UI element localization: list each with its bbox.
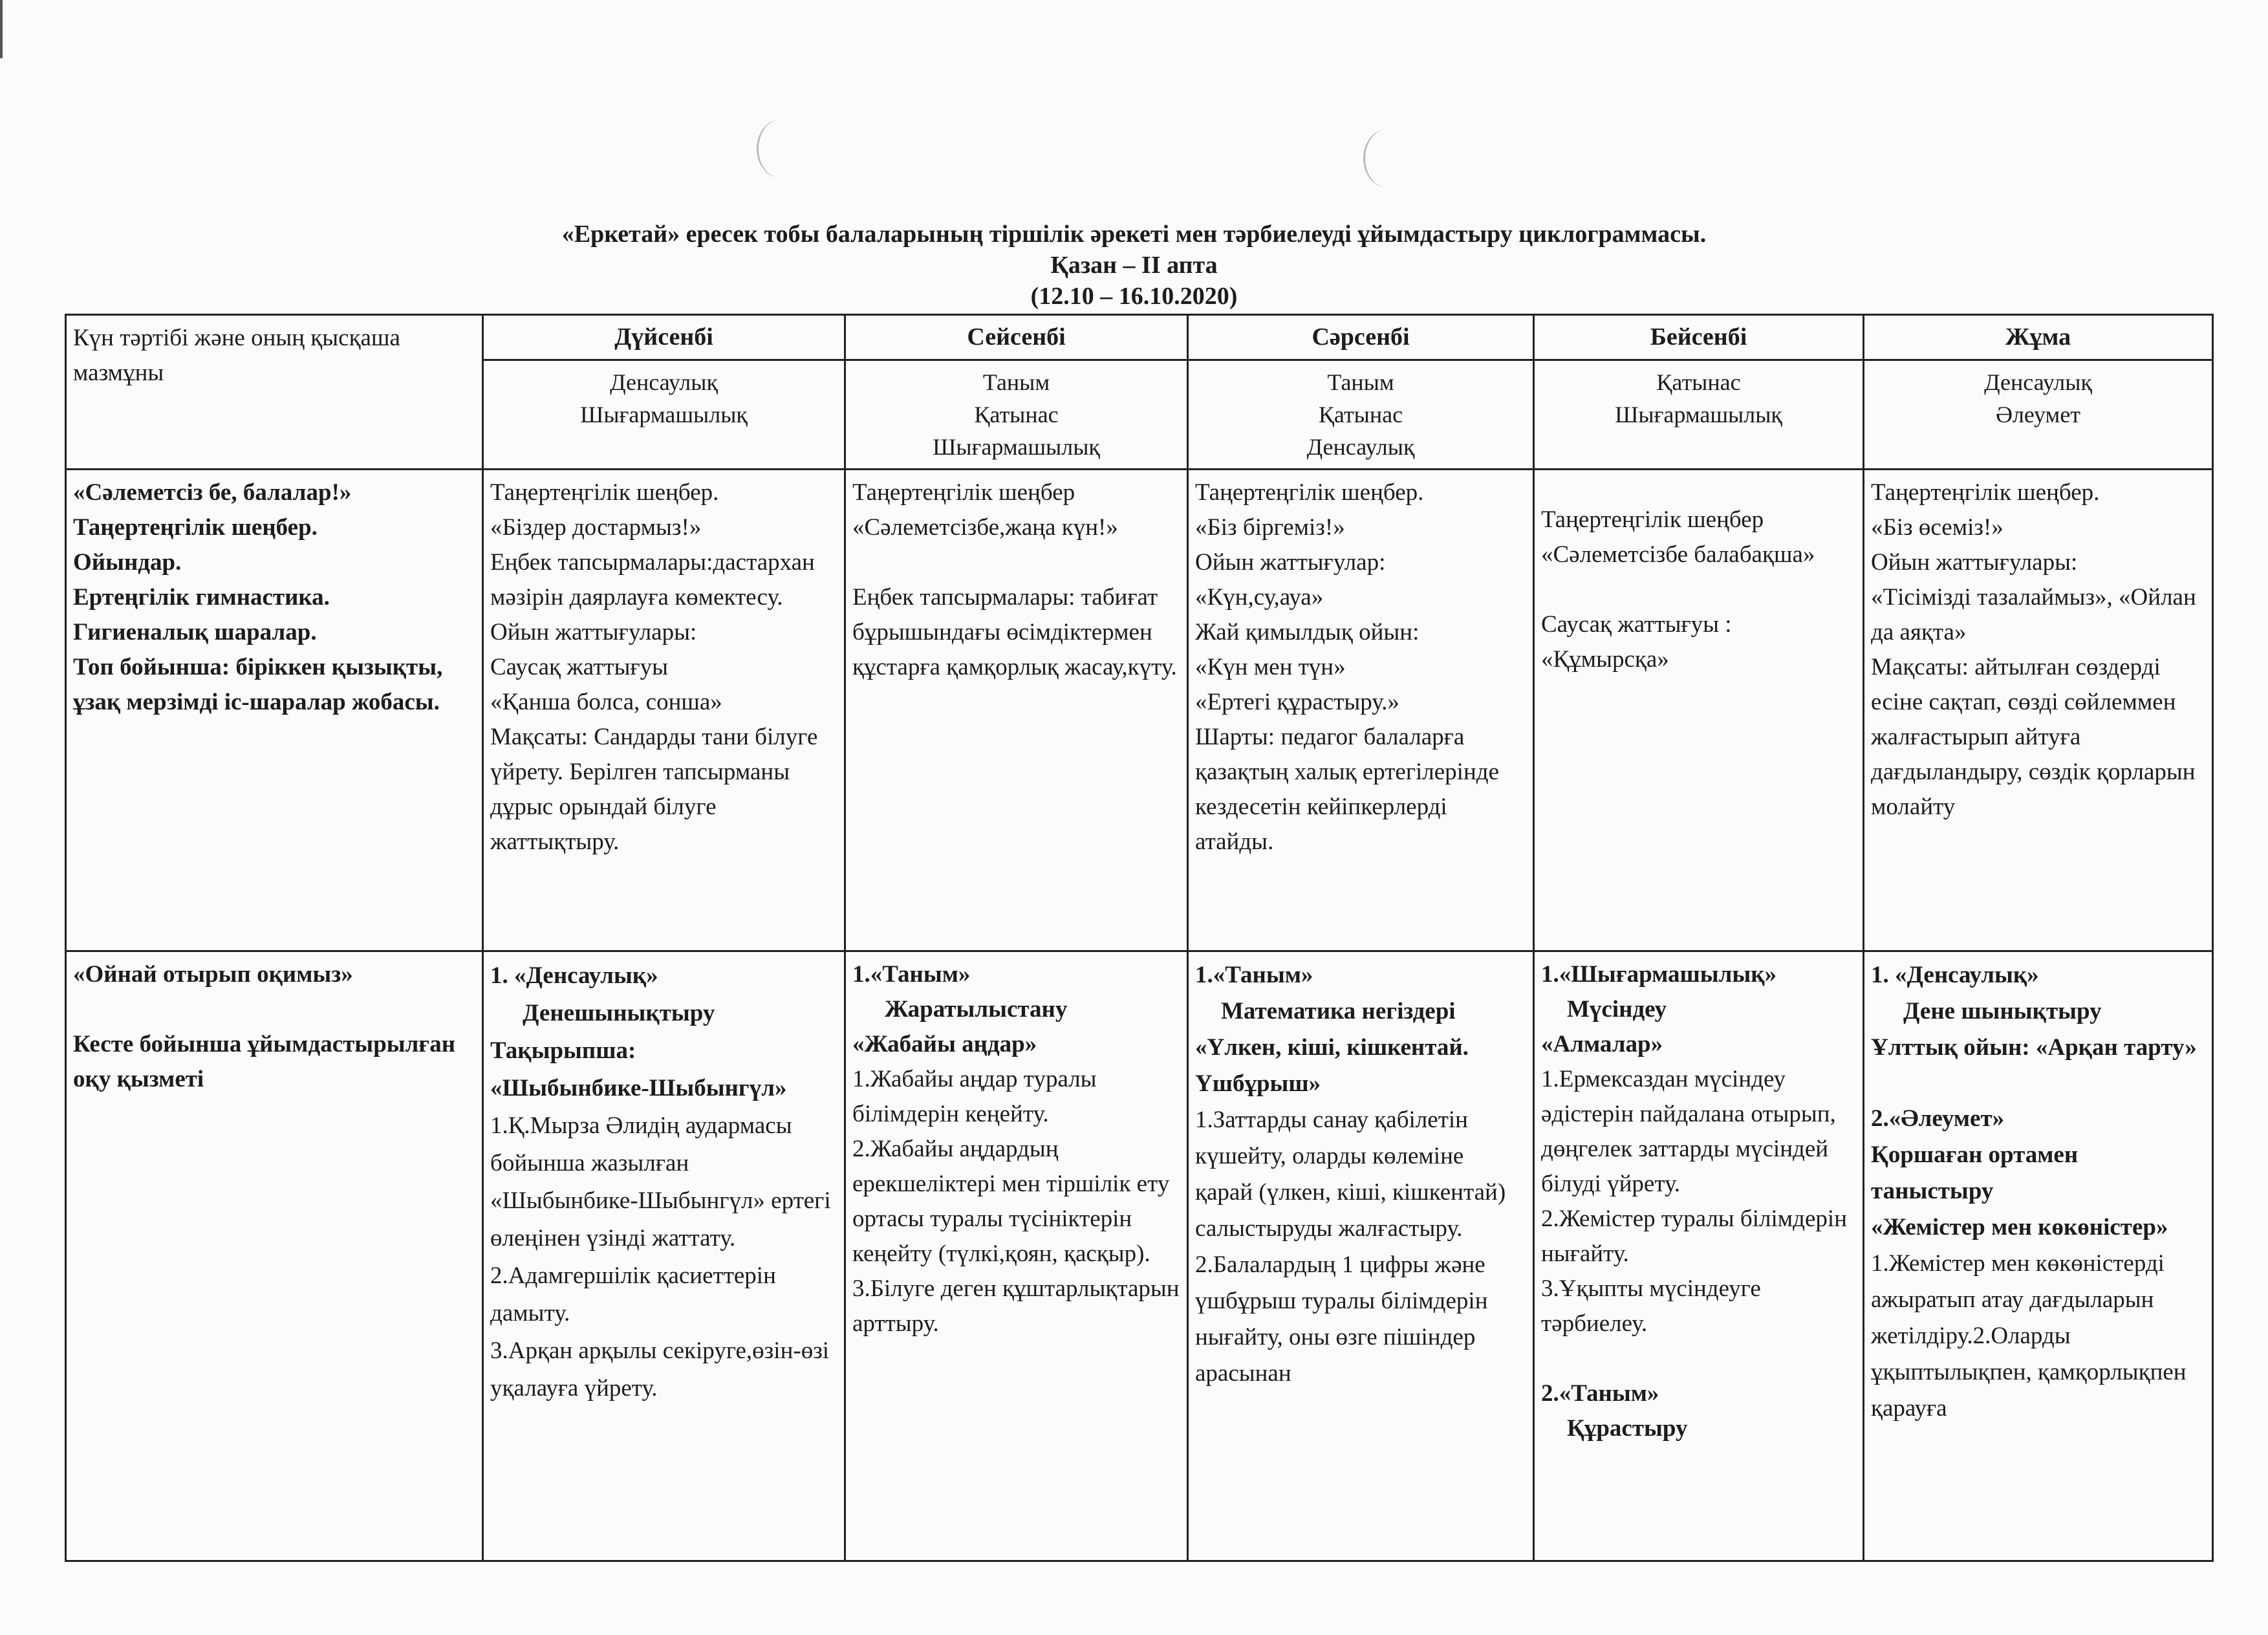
- morning-row: [66, 470, 2213, 951]
- area-label: Шығармашылық: [580, 402, 748, 428]
- lesson-thu: [1534, 951, 1864, 1561]
- cell-line: 2.«Әлеумет»: [1871, 1105, 2005, 1132]
- cell-line: Жаратылыстану: [885, 996, 1068, 1023]
- cell-line: Қоршаған ортамен таныстыру: [1871, 1142, 2079, 1204]
- cell-line: Таңертеңгілік шеңбер.: [1871, 479, 2100, 506]
- regime-header: Күн тәртібі және оның қысқаша мазмұны: [73, 325, 400, 386]
- cell-line: 1.Жемістер мен көкөністерді ажыратып атау дағдыларын жетілдіру.2.Оларды ұқыптылықпен, қамқорлықпен қарауға: [1871, 1250, 2187, 1422]
- cell-line: Шарты: педагог балаларға қазақтың халық ертегілерінде кездесетін кейіпкерлерді атайды.: [1195, 724, 1499, 855]
- area-label: Таным: [982, 369, 1050, 395]
- areas-thu: [1534, 360, 1864, 470]
- day-header-thu: Бейсенбі: [1534, 315, 1864, 360]
- cell-line: «Үлкен, кіші, кішкентай. Үшбұрыш»: [1195, 1034, 1469, 1097]
- row-label-line: Ойындар.: [73, 549, 182, 576]
- cell-line: 1.Қ.Мырза Әлидің аудармасы бойынша жазылған «Шыбынбике-Шыбынгүл» ертегі өлеңінен үзінді жаттату.: [490, 1112, 831, 1251]
- cell-line: Еңбек тапсырмалары: табиғат бұрышындағы өсімдіктермен құстарға қамқорлық жасау,күту.: [852, 584, 1177, 680]
- cell-line: «Алмалар»: [1541, 1031, 1663, 1057]
- cell-line: 3.Ұқыпты мүсіндеуге тәрбиелеу.: [1541, 1275, 1761, 1337]
- morning-mon: [483, 470, 845, 951]
- cell-line: «Ертегі құрастыру.»: [1195, 689, 1399, 715]
- lesson-fri: [1864, 951, 2213, 1561]
- cell-line: Мақсаты: Сандарды тани білуге үйрету. Берілген тапсырманы дұрыс орындай білуге жаттықтыру.: [490, 724, 818, 855]
- lesson-mon: [483, 951, 845, 1561]
- cell-line: Мақсаты: айтылған сөздерді есіне сақтап, сөзді сөйлеммен жалғастырып айтуға дағдыландыру, сөздік қорларын молайту: [1871, 654, 2196, 820]
- cell-line: Дене шынықтыру: [1903, 998, 2102, 1024]
- cell-line: 2.Жемістер туралы білімдерін нығайту.: [1541, 1206, 1847, 1267]
- lesson-wed: [1188, 951, 1534, 1561]
- cell-line: Ойын жаттығулары:: [490, 619, 697, 645]
- cell-line: Еңбек тапсырмалары:дастархан мәзірін даярлауға көмектесу.: [490, 549, 815, 611]
- areas-fri: [1864, 360, 2213, 470]
- cell-line: 1.«Таным»: [852, 961, 971, 988]
- cell-line: «Құмырсқа»: [1541, 646, 1669, 673]
- cell-line: «Қанша болса, сонша»: [490, 689, 722, 715]
- area-label: Қатынас: [1318, 402, 1403, 428]
- cell-line: Таңертеңгілік шеңбер: [1541, 506, 1764, 533]
- area-label: Шығармашылық: [933, 434, 1100, 460]
- scan-edge-mark: [0, 0, 3, 58]
- cell-line: «Біздер достармыз!»: [490, 514, 702, 541]
- cell-line: «Жабайы аңдар»: [852, 1031, 1037, 1057]
- row-label-line: Ертеңгілік гимнастика.: [73, 584, 330, 611]
- cell-line: 1.Ермексаздан мүсіндеу: [1541, 1066, 1786, 1092]
- cell-line: Саусақ жаттығуы :: [1541, 611, 1732, 638]
- area-label: Әлеумет: [1995, 402, 2081, 428]
- row-label-line: «Ойнай отырып оқимыз»: [73, 961, 353, 988]
- cell-line: әдістерін пайдалана отырып, дөңгелек заттарды мүсіндей білуді үйрету.: [1541, 1101, 1836, 1197]
- regime-header-cell: [66, 315, 483, 470]
- cell-line: «Сәлеметсізбе,жаңа күн!»: [852, 514, 1118, 541]
- cell-line: Ойын жаттығулар:: [1195, 549, 1386, 576]
- cell-line: «Күн,су,ауа»: [1195, 584, 1324, 611]
- cell-line: 2.«Таным»: [1541, 1380, 1659, 1407]
- cell-line: Таңертеңгілік шеңбер.: [1195, 479, 1424, 506]
- morning-tue: [845, 470, 1188, 951]
- cell-line: 1.«Таным»: [1195, 962, 1313, 988]
- morning-wed: [1188, 470, 1534, 951]
- area-label: Денсаулық: [610, 369, 718, 395]
- cell-line: Құрастыру: [1567, 1415, 1688, 1442]
- cell-line: Саусақ жаттығуы: [490, 654, 669, 680]
- cell-line: 1.Жабайы аңдар туралы: [852, 1066, 1097, 1092]
- cell-line: 1.Заттарды санау қабілетін күшейту, оларды көлеміне қарай (үлкен, кіші, кішкентай) салыстыруды жалғастыру.: [1195, 1107, 1506, 1242]
- cell-line: Мүсіндеу: [1567, 996, 1667, 1023]
- cell-line: «Сәлеметсізбе балабақша»: [1541, 541, 1815, 568]
- header-row: [66, 315, 2213, 360]
- cell-line: Ойын жаттығулары:: [1871, 549, 2078, 576]
- cell-line: білімдерін кеңейту.: [852, 1101, 1049, 1127]
- area-label: Таным: [1327, 369, 1394, 395]
- area-label: Денсаулық: [1984, 369, 2092, 395]
- day-header-fri: Жұма: [1864, 315, 2213, 360]
- cell-line: 1. «Денсаулық»: [490, 962, 658, 989]
- cell-line: «Жемістер мен көкөністер»: [1871, 1214, 2168, 1240]
- cell-line: Тақырыпша:: [490, 1037, 636, 1064]
- cell-line: Ұлттық ойын: «Арқан тарту»: [1871, 1034, 2197, 1061]
- document-title: [0, 219, 2268, 312]
- cell-line: 3.Арқан арқылы секіруге,өзін-өзі уқалауға үйрету.: [490, 1337, 830, 1402]
- cell-line: «Біз біргеміз!»: [1195, 514, 1345, 541]
- morning-row-label: [66, 470, 483, 951]
- areas-tue: [845, 360, 1188, 470]
- title-line: (12.10 – 16.10.2020): [1030, 283, 1238, 310]
- cell-line: Математика негіздері: [1221, 998, 1456, 1024]
- lesson-tue: [845, 951, 1188, 1561]
- cell-line: 2.Балалардың 1 цифры және үшбұрыш туралы білімдерін нығайту, оны өзге пішіндер арасынан: [1195, 1251, 1488, 1387]
- cell-line: Таңертеңгілік шеңбер: [852, 479, 1075, 506]
- lesson-row: [66, 951, 2213, 1561]
- area-label: Шығармашылық: [1615, 402, 1782, 428]
- cell-line: 2.Жабайы аңдардың ерекшеліктері мен тіршілік ету ортасы туралы түсініктерін кеңейту (түлкі,қоян, қасқыр). 3.Білуге деген құштарлықтарын арттыру.: [852, 1136, 1180, 1337]
- areas-wed: [1188, 360, 1534, 470]
- cell-line: Денешынықтыру: [523, 1000, 715, 1026]
- morning-fri: [1864, 470, 2213, 951]
- title-line: «Еркетай» ересек тобы балаларының тіршілік әрекеті мен тәрбиелеуді ұйымдастыру циклограммасы.: [561, 221, 1707, 248]
- row-label-line: Таңертеңгілік шеңбер.: [73, 514, 318, 541]
- cell-line: 2.Адамгершілік қасиеттерін дамыту.: [490, 1262, 776, 1326]
- day-header-wed: Сәрсенбі: [1188, 315, 1534, 360]
- day-header-mon: Дүйсенбі: [483, 315, 845, 360]
- cell-line: Таңертеңгілік шеңбер.: [490, 479, 719, 506]
- cyclogram-table: [65, 314, 2214, 1562]
- area-label: Қатынас: [1656, 369, 1741, 395]
- row-label-line: Кесте бойынша ұйымдастырылған оқу қызметі: [73, 1031, 456, 1092]
- cell-line: 1. «Денсаулық»: [1871, 962, 2039, 988]
- cell-line: «Күн мен түн»: [1195, 654, 1346, 680]
- morning-thu: [1534, 470, 1864, 951]
- row-label-line: Топ бойынша: біріккен қызықты, ұзақ мерзімді іс-шаралар жобасы.: [73, 654, 443, 715]
- title-line: Қазан – ІІ апта: [1050, 252, 1218, 279]
- cell-line: Жай қимылдық ойын:: [1195, 619, 1420, 645]
- area-label: Қатынас: [974, 402, 1059, 428]
- row-label-line: «Сәлеметсіз бе, балалар!»: [73, 479, 352, 506]
- cell-line: «Біз өсеміз!»: [1871, 514, 2003, 541]
- row-label-line: Гигиеналық шаралар.: [73, 619, 317, 645]
- area-label: Денсаулық: [1306, 434, 1415, 460]
- cell-line: 1.«Шығармашылық»: [1541, 961, 1777, 988]
- scan-mark: [757, 120, 804, 178]
- day-header-tue: Сейсенбі: [845, 315, 1188, 360]
- areas-mon: [483, 360, 845, 470]
- cell-line: «Шыбынбике-Шыбынгүл»: [490, 1075, 787, 1101]
- cell-line: «Тісімізді тазалаймыз», «Ойлан да аяқта»: [1871, 584, 2196, 645]
- lesson-row-label: [66, 951, 483, 1561]
- scan-mark: [1363, 129, 1410, 188]
